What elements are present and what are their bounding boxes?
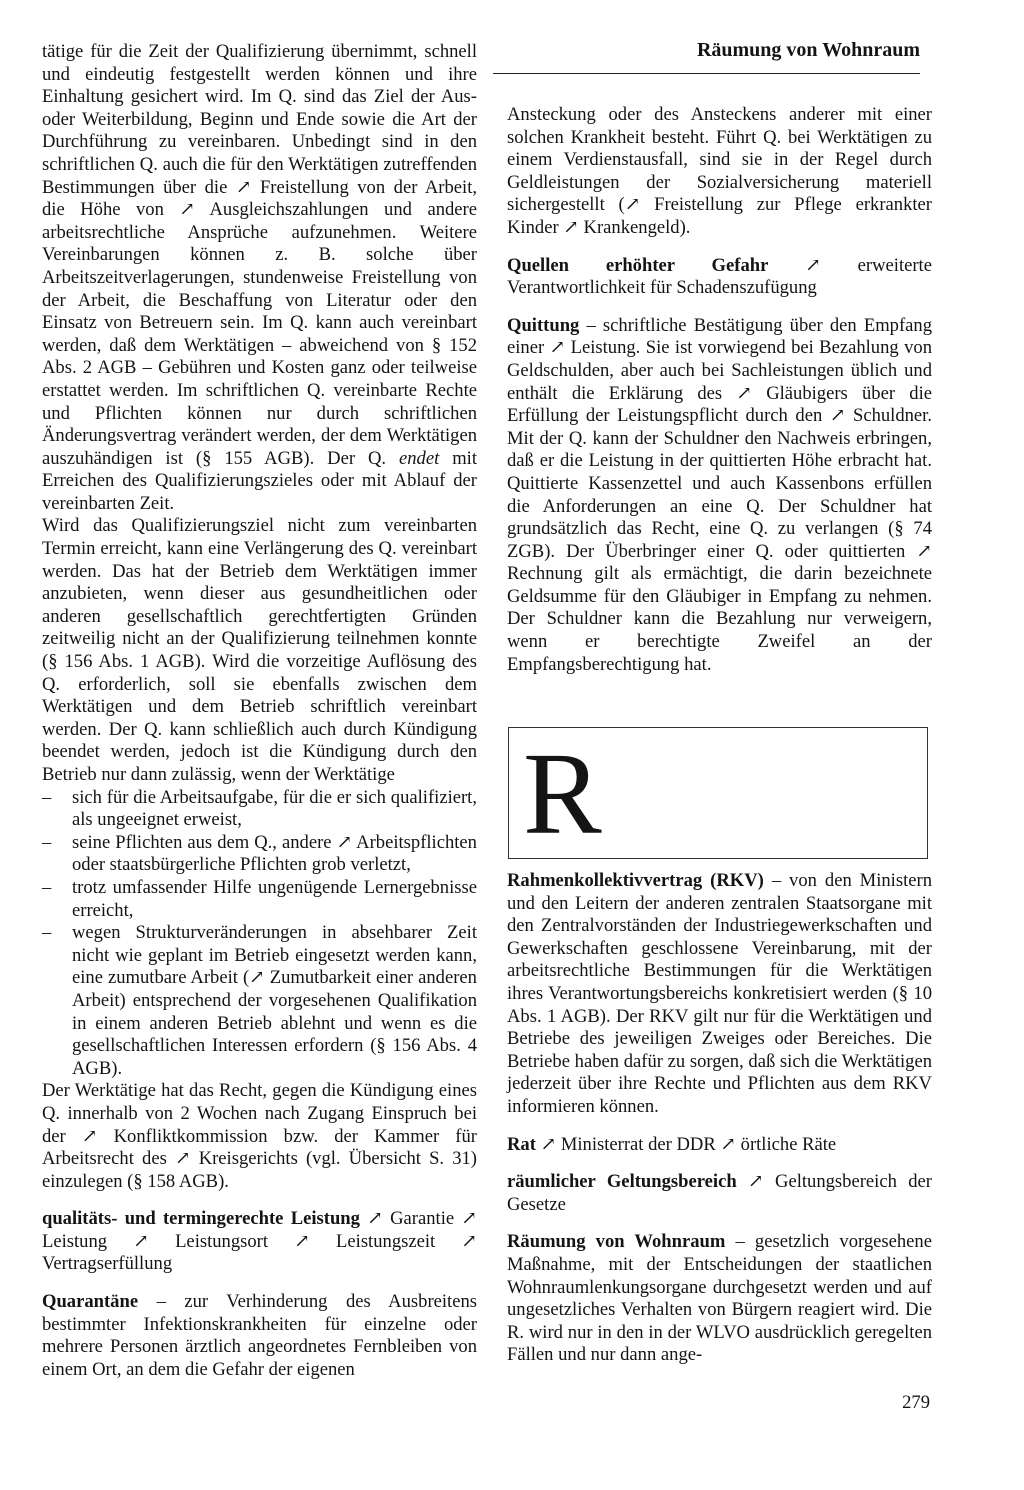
cross-reference: Leistung	[42, 1230, 108, 1252]
entry-quarantaene: Quarantäne – zur Verhinderung des Ausbreitens bestimmter Infektionskrankheiten für einzelne oder mehrere Personen ärztlich angeordnetes Fernbleiben von einem Ort, an dem die Gefahr der eigenen	[42, 1291, 478, 1380]
entry-term: räumlicher Geltungsbereich	[507, 1171, 737, 1193]
emphasis-endet: endet	[399, 447, 440, 469]
running-header: Räumung von Wohnraum	[696, 39, 920, 61]
entry-term: qualitäts- und termingerechte Leistung	[42, 1208, 360, 1230]
entry-term: Räumung von Wohnraum	[507, 1231, 726, 1253]
reference-arrow-icon: ↗	[736, 382, 752, 404]
reference-arrow-icon: ↗	[133, 1230, 149, 1252]
reference-arrow-icon: ↗	[720, 1133, 736, 1155]
entry-rahmenkollektivvertrag: Rahmenkollektivvertrag (RKV) – von den Ministern und den Leitern der anderen zentralen Staatsorgane mit den Zentralvorständen der Industriegewerkschaften und Gewerkschaften geschlossene Vereinbarung, mit der arbeitsrechtliche Bestimmungen für die Werktätigen ihres Verantwortungsbereichs konkretisiert werden (§ 10 Abs. 1 AGB). Der RKV gilt nur für die Werktätigen und Betriebe des jeweiligen Zweiges oder Bereiches. Die Betriebe haben dafür zu sorgen, daß sich die Werktätigen jederzeit über ihre Rechte und Pflichten aus dem RKV informieren können.	[507, 870, 932, 1117]
paragraph-verlaengerung: Wird das Qualifizierungsziel nicht zum vereinbarten Termin erreicht, kann eine Verlängerung des Q. vereinbart werden. Das hat der Betrieb dem Werktätigen immer anzubieten, wenn dieser aus gesundheitlichen oder anderen gesellschaftlich gerechtfertigten Gründen zeitweilig nicht an der Qualifizierung teilnehmen konnte (§ 156 Abs. 1 AGB). Wird die vorzeitige Auflösung des Q. erforderlich, soll sie ebenfalls zwischen dem Werktätigen und dem Betrieb schriftlich vereinbart werden. Der Q. kann schließlich auch durch Kündigung beendet werden, jedoch ist die Kündigung durch den Betrieb nur dann zulässig, wenn der Werktätige	[42, 515, 477, 785]
reference-arrow-icon: ↗	[249, 967, 265, 989]
reference-arrow-icon: ↗	[179, 199, 196, 221]
entry-raeumlicher-geltungsbereich	[507, 1171, 932, 1216]
left-column	[42, 41, 477, 1381]
page-number: 279	[902, 1392, 930, 1413]
reference-arrow-icon: ↗	[563, 216, 579, 238]
reference-arrow-icon: ↗	[81, 1125, 98, 1147]
cross-reference: Vertragserfüllung	[42, 1253, 173, 1275]
reference-arrow-icon: ↗	[829, 405, 846, 427]
entry-rat	[507, 1134, 932, 1157]
section-letter: R	[523, 728, 602, 859]
reference-arrow-icon: ↗	[748, 1171, 764, 1193]
reference-arrow-icon: ↗	[174, 1148, 191, 1170]
entry-qualitaets-leistung	[42, 1208, 477, 1276]
cross-reference: Leistungszeit	[336, 1230, 436, 1252]
entry-qualifizierungsvertrag-continued: tätige für die Zeit der Qualifizierung übernimmt, schnell und eindeutig festgestellt werden können und ihre Einhaltung gesichert wird. Im Q. sind das Ziel der Aus- oder Weiterbildung, Beginn und Ende sowie die Art der Durchführung zu vereinbaren. Unbedingt sind in den schriftlichen Q. auch die für den Werktätigen zutreffenden Bestimmungen über die ↗ Freistellung von der Arbeit, die Höhe von ↗ Ausgleichszahlungen und andere arbeitsrechtliche Ansprüche aufzunehmen. Weitere Vereinbarungen können z. B. solche über Arbeitszeitverlagerungen, stundenweise Freistellung von der Arbeit, die Beschaffung von Literatur oder den Einsatz von Betreuern sein. Im Q. kann auch vereinbart werden, daß dem Werktätigen – abweichend von § 152 Abs. 2 AGB – Gebühren und Kosten ganz oder teilweise erstattet werden. Im schriftlichen Q. vereinbarte Rechte und Pflichten können nur durch schriftlichen Änderungsvertrag verändert werden, der dem Werktätigen auszuhändigen ist (§ 155 AGB). Der Q. endet mit Erreichen des Qualifizierungszieles oder mit Ablauf der vereinbarten Zeit.	[42, 41, 478, 514]
reference-arrow-icon: ↗	[336, 831, 353, 853]
list-item: – wegen Strukturveränderungen in absehbarer Zeit nicht wie geplant im Betrieb eingesetzt werden kann, eine zumutbare Arbeit (↗ Zumutbarkeit einer anderen Arbeit) entsprechend der vorgesehenen Qualifikation in einem anderen Betrieb ablehnt und wenn es die gesellschaftlichen Interessen erfordern (§ 156 Abs. 4 AGB).	[42, 922, 477, 1079]
paragraph-einspruch: Der Werktätige hat das Recht, gegen die Kündigung eines Q. innerhalb von 2 Wochen nach Zugang Einspruch bei der ↗ Konfliktkommission bzw. der Kammer für Arbeitsrecht des ↗ Kreisgerichts (vgl. Übersicht S. 31) einzulegen (§ 158 AGB).	[42, 1080, 477, 1192]
entry-term: Rahmenkollektivvertrag (RKV)	[507, 870, 764, 891]
entry-raeumung-von-wohnraum: Räumung von Wohnraum – gesetzlich vorgesehene Maßnahme, mit der Entscheidungen der staatlichen Wohnraumlenkungsorgane durchgesetzt werden und auf ungesetzliches Verhalten von Bürgern reagiert wird. Die R. wird nur in den in der WLVO ausdrücklich geregelten Fällen und nur dann ange-	[507, 1231, 932, 1366]
header-rule	[493, 73, 920, 74]
right-column-lower	[507, 870, 932, 1367]
entry-term: Rat	[507, 1133, 536, 1155]
dash-list	[42, 787, 477, 1081]
list-item: – sich für die Arbeitsaufgabe, für die er sich qualifiziert, als ungeeignet erweist,	[42, 786, 477, 831]
entry-quarantaene-continued: Ansteckung oder des Ansteckens anderer mit einer solchen Krankheit besteht. Führt Q. bei Werktätigen zu einem Verdienstausfall, sind sie in der Regel durch Geldleistungen der Sozialversicherung materiell sichergestellt (↗ Freistellung zur Pflege erkrankter Kinder ↗ Krankengeld).	[507, 104, 932, 238]
right-column	[507, 104, 932, 676]
cross-reference: Garantie	[390, 1208, 455, 1230]
reference-arrow-icon: ↗	[461, 1208, 477, 1230]
cross-reference: Ministerrat der DDR	[560, 1133, 716, 1155]
reference-arrow-icon: ↗	[367, 1208, 383, 1230]
reference-arrow-icon: ↗	[540, 1133, 557, 1155]
reference-arrow-icon: ↗	[235, 176, 252, 198]
cross-reference: Geltungsbereich der Gesetze	[507, 1171, 932, 1215]
reference-arrow-icon: ↗	[294, 1230, 310, 1252]
reference-arrow-icon: ↗	[549, 337, 566, 359]
cross-reference: erweiterte Verantwortlichkeit für Schadenszufügung	[507, 254, 932, 299]
entry-quittung: Quittung – schriftliche Bestätigung über den Empfang einer ↗ Leistung. Sie ist vorwiegend bei Bezahlung von Geldschulden, aber auch bei Sachleistungen üblich und enthält die Erklärung des ↗ Gläubigers über die Erfüllung der Leistungspflicht durch den ↗ Schuldner. Mit der Q. kann der Schuldner den Nachweis erbringen, daß er die Leistung in der quittierten Höhe erbracht hat. Quittierte Kassenzettel und auch Kassenbons erfüllen die Anforderungen an eine Q. Der Schuldner hat grundsätzlich das Recht, eine Q. zu verlangen (§ 74 ZGB). Der Überbringer einer Q. oder quittierten ↗ Rechnung gilt als ermächtigt, die darin bezeichnete Geldsumme für den Gläubiger in Empfang zu nehmen. Der Schuldner kann die Bezahlung nur verweigern, wenn er berechtigte Zweifel an der Empfangsberechtigung hat.	[507, 314, 932, 675]
section-letter-box	[508, 727, 928, 859]
cross-reference: örtliche Räte	[740, 1133, 837, 1155]
list-item: – seine Pflichten aus dem Q., andere ↗ Arbeitspflichten oder staatsbürgerliche Pflichten grob verletzt,	[42, 831, 477, 876]
entry-term: Quittung	[507, 314, 580, 336]
reference-arrow-icon: ↗	[461, 1230, 477, 1252]
entry-term: Quarantäne	[42, 1291, 139, 1313]
reference-arrow-icon: ↗	[624, 194, 641, 216]
entry-term: Quellen erhöhter Gefahr	[507, 254, 769, 276]
reference-arrow-icon: ↗	[916, 540, 932, 562]
entry-quellen-erhoehter-gefahr	[507, 255, 932, 300]
cross-reference: Leistungsort	[175, 1230, 269, 1252]
reference-arrow-icon: ↗	[805, 254, 821, 276]
list-item: – trotz umfassender Hilfe ungenügende Lernergebnisse erreicht,	[42, 876, 477, 921]
